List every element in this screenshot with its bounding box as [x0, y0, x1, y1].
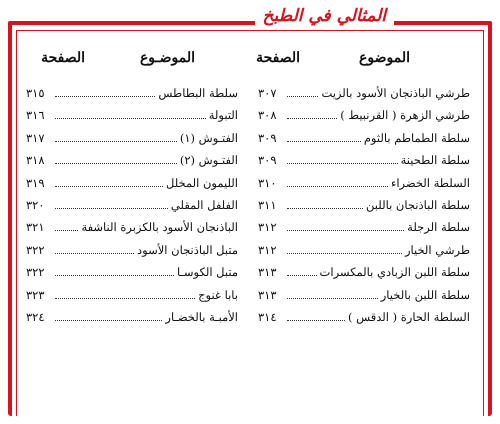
frame-left-border	[8, 21, 12, 416]
toc-entry-page: ٣١٩	[26, 175, 45, 190]
toc-entry	[26, 243, 238, 265]
dot-leader	[55, 87, 155, 97]
toc-entry-page: ٣٠٩	[258, 153, 277, 168]
toc-right-column	[258, 86, 470, 332]
dot-leader	[287, 221, 404, 231]
dot-leader	[55, 289, 195, 299]
toc-entry-topic: الفلفل المقلي	[170, 197, 238, 212]
toc-entry	[258, 153, 470, 175]
toc-entry	[258, 288, 470, 310]
toc-entry	[26, 108, 238, 130]
toc-entry-page: ٣١٢	[258, 220, 277, 235]
frame-top-border	[8, 21, 492, 25]
toc-entry	[26, 310, 238, 332]
toc-entry-topic: طرشي الزهرة ( القرنبيط )	[340, 108, 470, 123]
toc-entry-topic: الأمبـة بالخضـار	[165, 309, 238, 324]
toc-entry	[26, 153, 238, 175]
toc-entry-page: ٣٢٣	[26, 287, 45, 302]
toc-entry-topic: متبل الباذنجان الأسود	[137, 242, 238, 257]
header-right-topic: الموضوع	[359, 50, 410, 66]
header-left-page: الصفحة	[41, 50, 85, 66]
inner-left-border	[16, 30, 17, 416]
toc-entry-topic: سلطة الباذنجان باللبن	[366, 197, 470, 212]
dot-leader	[287, 311, 345, 321]
toc-entry	[26, 265, 238, 287]
inner-top-border	[16, 30, 484, 31]
book-title-banner	[255, 6, 394, 26]
dot-leader	[287, 87, 318, 97]
toc-entry	[26, 176, 238, 198]
toc-entry	[258, 265, 470, 287]
dot-leader	[287, 132, 361, 142]
toc-entry-page: ٣١٠	[258, 175, 277, 190]
toc-left-column	[26, 86, 238, 332]
header-right-page: الصفحة	[256, 50, 300, 66]
toc-entry-topic: السلطة الحارة ( الدقس )	[347, 309, 470, 324]
dot-leader	[287, 154, 398, 164]
toc-entry	[258, 243, 470, 265]
toc-entry-page: ٣١٣	[258, 265, 277, 280]
dot-leader	[287, 177, 388, 187]
dot-leader	[55, 109, 206, 119]
dot-leader	[55, 199, 168, 209]
toc-entry-topic: متبل الكوسـا	[177, 265, 238, 280]
toc-entry-topic: السلطة الخضراء	[390, 175, 470, 190]
toc-entry	[258, 220, 470, 242]
book-title: المثالي في الطبخ	[262, 6, 386, 26]
toc-entry-page: ٣٠٨	[258, 108, 277, 123]
toc-entry-page: ٣٢٢	[26, 265, 45, 280]
toc-entry-topic: بابا غنوج	[198, 287, 238, 302]
header-left-topic: الموضـوع	[139, 50, 195, 66]
toc-entry	[26, 86, 238, 108]
toc-entry	[258, 108, 470, 130]
toc-entry-page: ٣٢١	[26, 220, 45, 235]
toc-entry-topic: الفتـوش (١)	[179, 130, 238, 145]
toc-entry-topic: سلطة الطحينة	[400, 153, 470, 168]
toc-entry-page: ٣١٣	[258, 287, 277, 302]
toc-entry-page: ٣٢٠	[26, 197, 45, 212]
toc-entry-page: ٣١٨	[26, 153, 45, 168]
toc-entry-page: ٣١٥	[26, 86, 45, 100]
toc-entry-page: ٣٢٢	[26, 242, 45, 257]
toc-entry-topic: سلطة اللبن الزبادي بالمكسرات	[319, 265, 470, 280]
dot-leader	[55, 177, 163, 187]
toc-entry-topic: سلطة الطماطم بالثوم	[363, 130, 470, 145]
toc-entry-page: ٣١١	[258, 197, 277, 212]
toc-entry-topic: الليمون المخلل	[166, 175, 238, 190]
toc-entry-topic: سلطة الرجلة	[407, 220, 470, 235]
toc-entry	[26, 198, 238, 220]
toc-entry-topic: التبولة	[208, 108, 238, 123]
dot-leader	[55, 244, 134, 254]
toc-entry-page: ٣١٤	[258, 309, 277, 324]
toc-entry	[26, 131, 238, 153]
dot-leader	[55, 311, 162, 321]
toc-entry-page: ٣٠٧	[258, 86, 277, 100]
inner-right-border	[483, 30, 484, 416]
toc-entry	[26, 288, 238, 310]
toc-entry-topic: طرشي الخيار	[404, 242, 470, 257]
toc-entry-page: ٣١٧	[26, 130, 45, 145]
dot-leader	[287, 289, 378, 299]
toc-entry	[26, 220, 238, 242]
toc-entry-topic: سلطة البطاطس	[158, 86, 238, 100]
toc-entry	[258, 310, 470, 332]
dot-leader	[55, 266, 174, 276]
toc-entry	[258, 198, 470, 220]
toc-entry-page: ٣٠٩	[258, 130, 277, 145]
dot-leader	[55, 154, 177, 164]
dot-leader	[287, 244, 402, 254]
dot-leader	[55, 221, 78, 231]
toc-entry-page: ٣٢٤	[26, 309, 45, 324]
toc-entry-topic: سلطة اللبن بالخيار	[380, 287, 470, 302]
frame-right-border	[488, 21, 492, 416]
toc-entry-topic: طرشي الباذنجان الأسود بالزيت	[321, 86, 470, 100]
toc-entry-topic: الفتـوش (٢)	[179, 153, 238, 168]
dot-leader	[287, 199, 363, 209]
dot-leader	[287, 266, 317, 276]
dot-leader	[287, 109, 337, 119]
toc-entry-page: ٣١٢	[258, 242, 277, 257]
dot-leader	[55, 132, 177, 142]
toc-entry-topic: الباذنجان الأسود بالكزبرة الناشفة	[81, 220, 238, 235]
toc-entry	[258, 86, 470, 108]
toc-entry	[258, 176, 470, 198]
toc-entry-page: ٣١٦	[26, 108, 45, 123]
toc-entry	[258, 131, 470, 153]
